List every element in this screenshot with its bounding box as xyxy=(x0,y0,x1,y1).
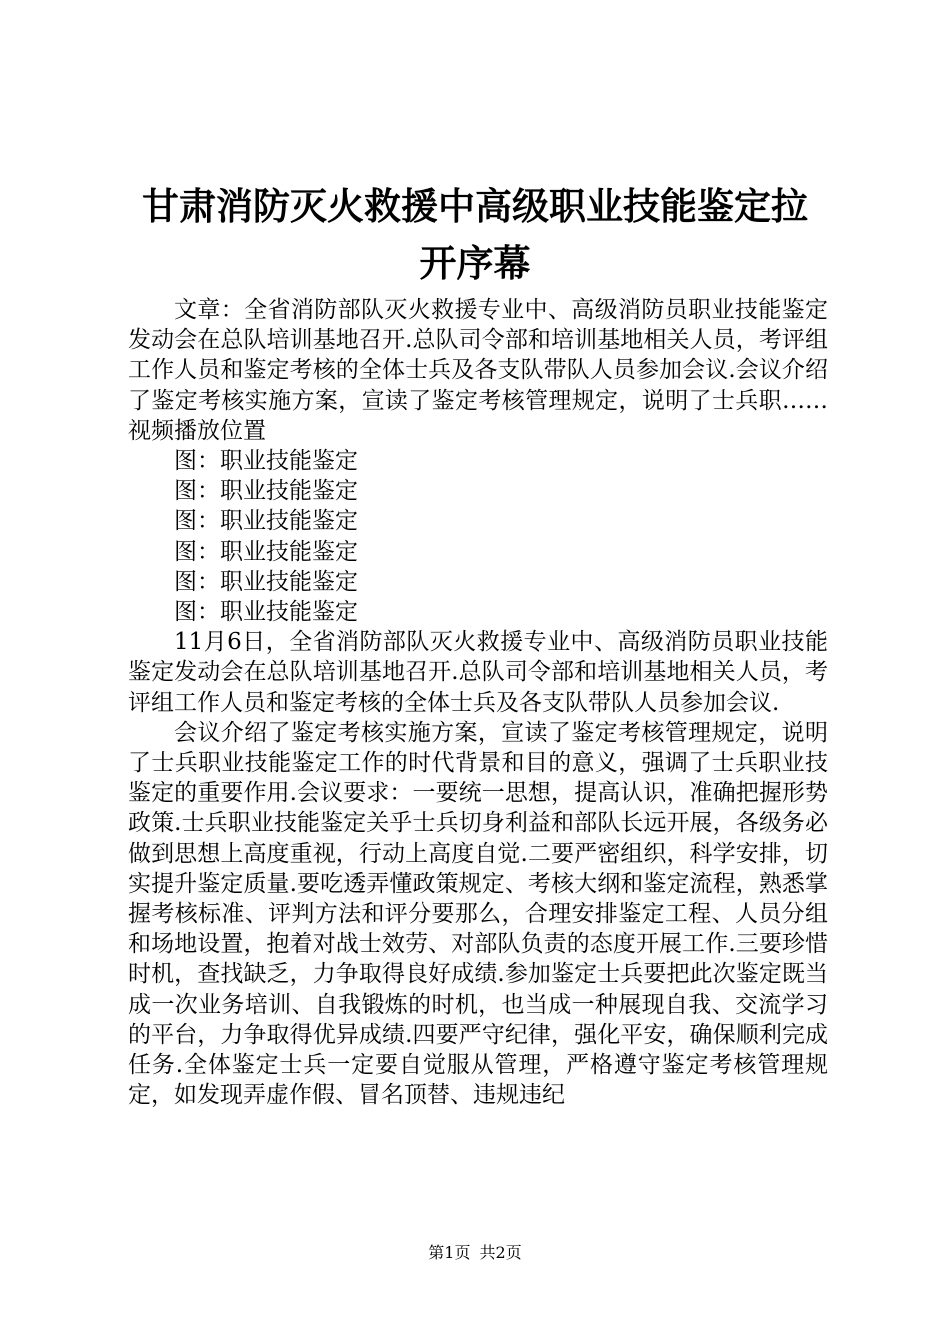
body-paragraph: 11月6日，全省消防部队灭火救援专业中、高级消防员职业技能鉴定发动会在总队培训基地召开.总队司令部和培训基地相关人员，考评组工作人员和鉴定考核的全体士兵及各支队带队人员参加会议. xyxy=(128,629,828,716)
figure-caption: 图：职业技能鉴定 xyxy=(174,599,358,626)
document-body xyxy=(128,295,828,1110)
figure-caption: 图：职业技能鉴定 xyxy=(174,568,358,595)
intro-paragraph: 文章：全省消防部队灭火救援专业中、高级消防员职业技能鉴定发动会在总队培训基地召开.总队司令部和培训基地相关人员，考评组工作人员和鉴定考核的全体士兵及各支队带队人员参加会议.会议介绍了鉴定考核实施方案，宣读了鉴定考核管理规定，说明了士兵职……视频播放位置 xyxy=(128,297,828,444)
page-total: 共2页 xyxy=(479,1243,522,1262)
page-footer xyxy=(0,1242,950,1264)
figure-caption: 图：职业技能鉴定 xyxy=(174,508,358,535)
page-number: 第1页 xyxy=(428,1243,471,1262)
figure-caption: 图：职业技能鉴定 xyxy=(174,478,358,505)
body-paragraph: 会议介绍了鉴定考核实施方案，宣读了鉴定考核管理规定，说明了士兵职业技能鉴定工作的时代背景和目的意义，强调了士兵职业技鉴定的重要作用.会议要求：一要统一思想，提高认识，准确把握形势政策.士兵职业技能鉴定关乎士兵切身利益和部队长远开展，各级务必做到思想上高度重视，行动上高度自觉.二要严密组织，科学安排，切实提升鉴定质量.要吃透弄懂政策规定、考核大纲和鉴定流程，熟悉掌握考核标准、评判方法和评分要那么，合理安排鉴定工程、人员分组和场地设置，抱着对战士效劳、对部队负责的态度开展工作.三要珍惜时机，查找缺乏，力争取得良好成绩.参加鉴定士兵要把此次鉴定既当成一次业务培训、自我锻炼的时机，也当成一种展现自我、交流学习的平台，力争取得优异成绩.四要严守纪律，强化平安，确保顺利完成任务.全体鉴定士兵一定要自觉服从管理，严格遵守鉴定考核管理规定，如发现弄虚作假、冒名顶替、违规违纪 xyxy=(128,719,828,1109)
document-title: 甘肃消防灭火救援中高级职业技能鉴定拉开序幕 xyxy=(142,184,808,285)
figure-caption: 图：职业技能鉴定 xyxy=(174,538,358,565)
figure-caption: 图：职业技能鉴定 xyxy=(174,448,358,475)
